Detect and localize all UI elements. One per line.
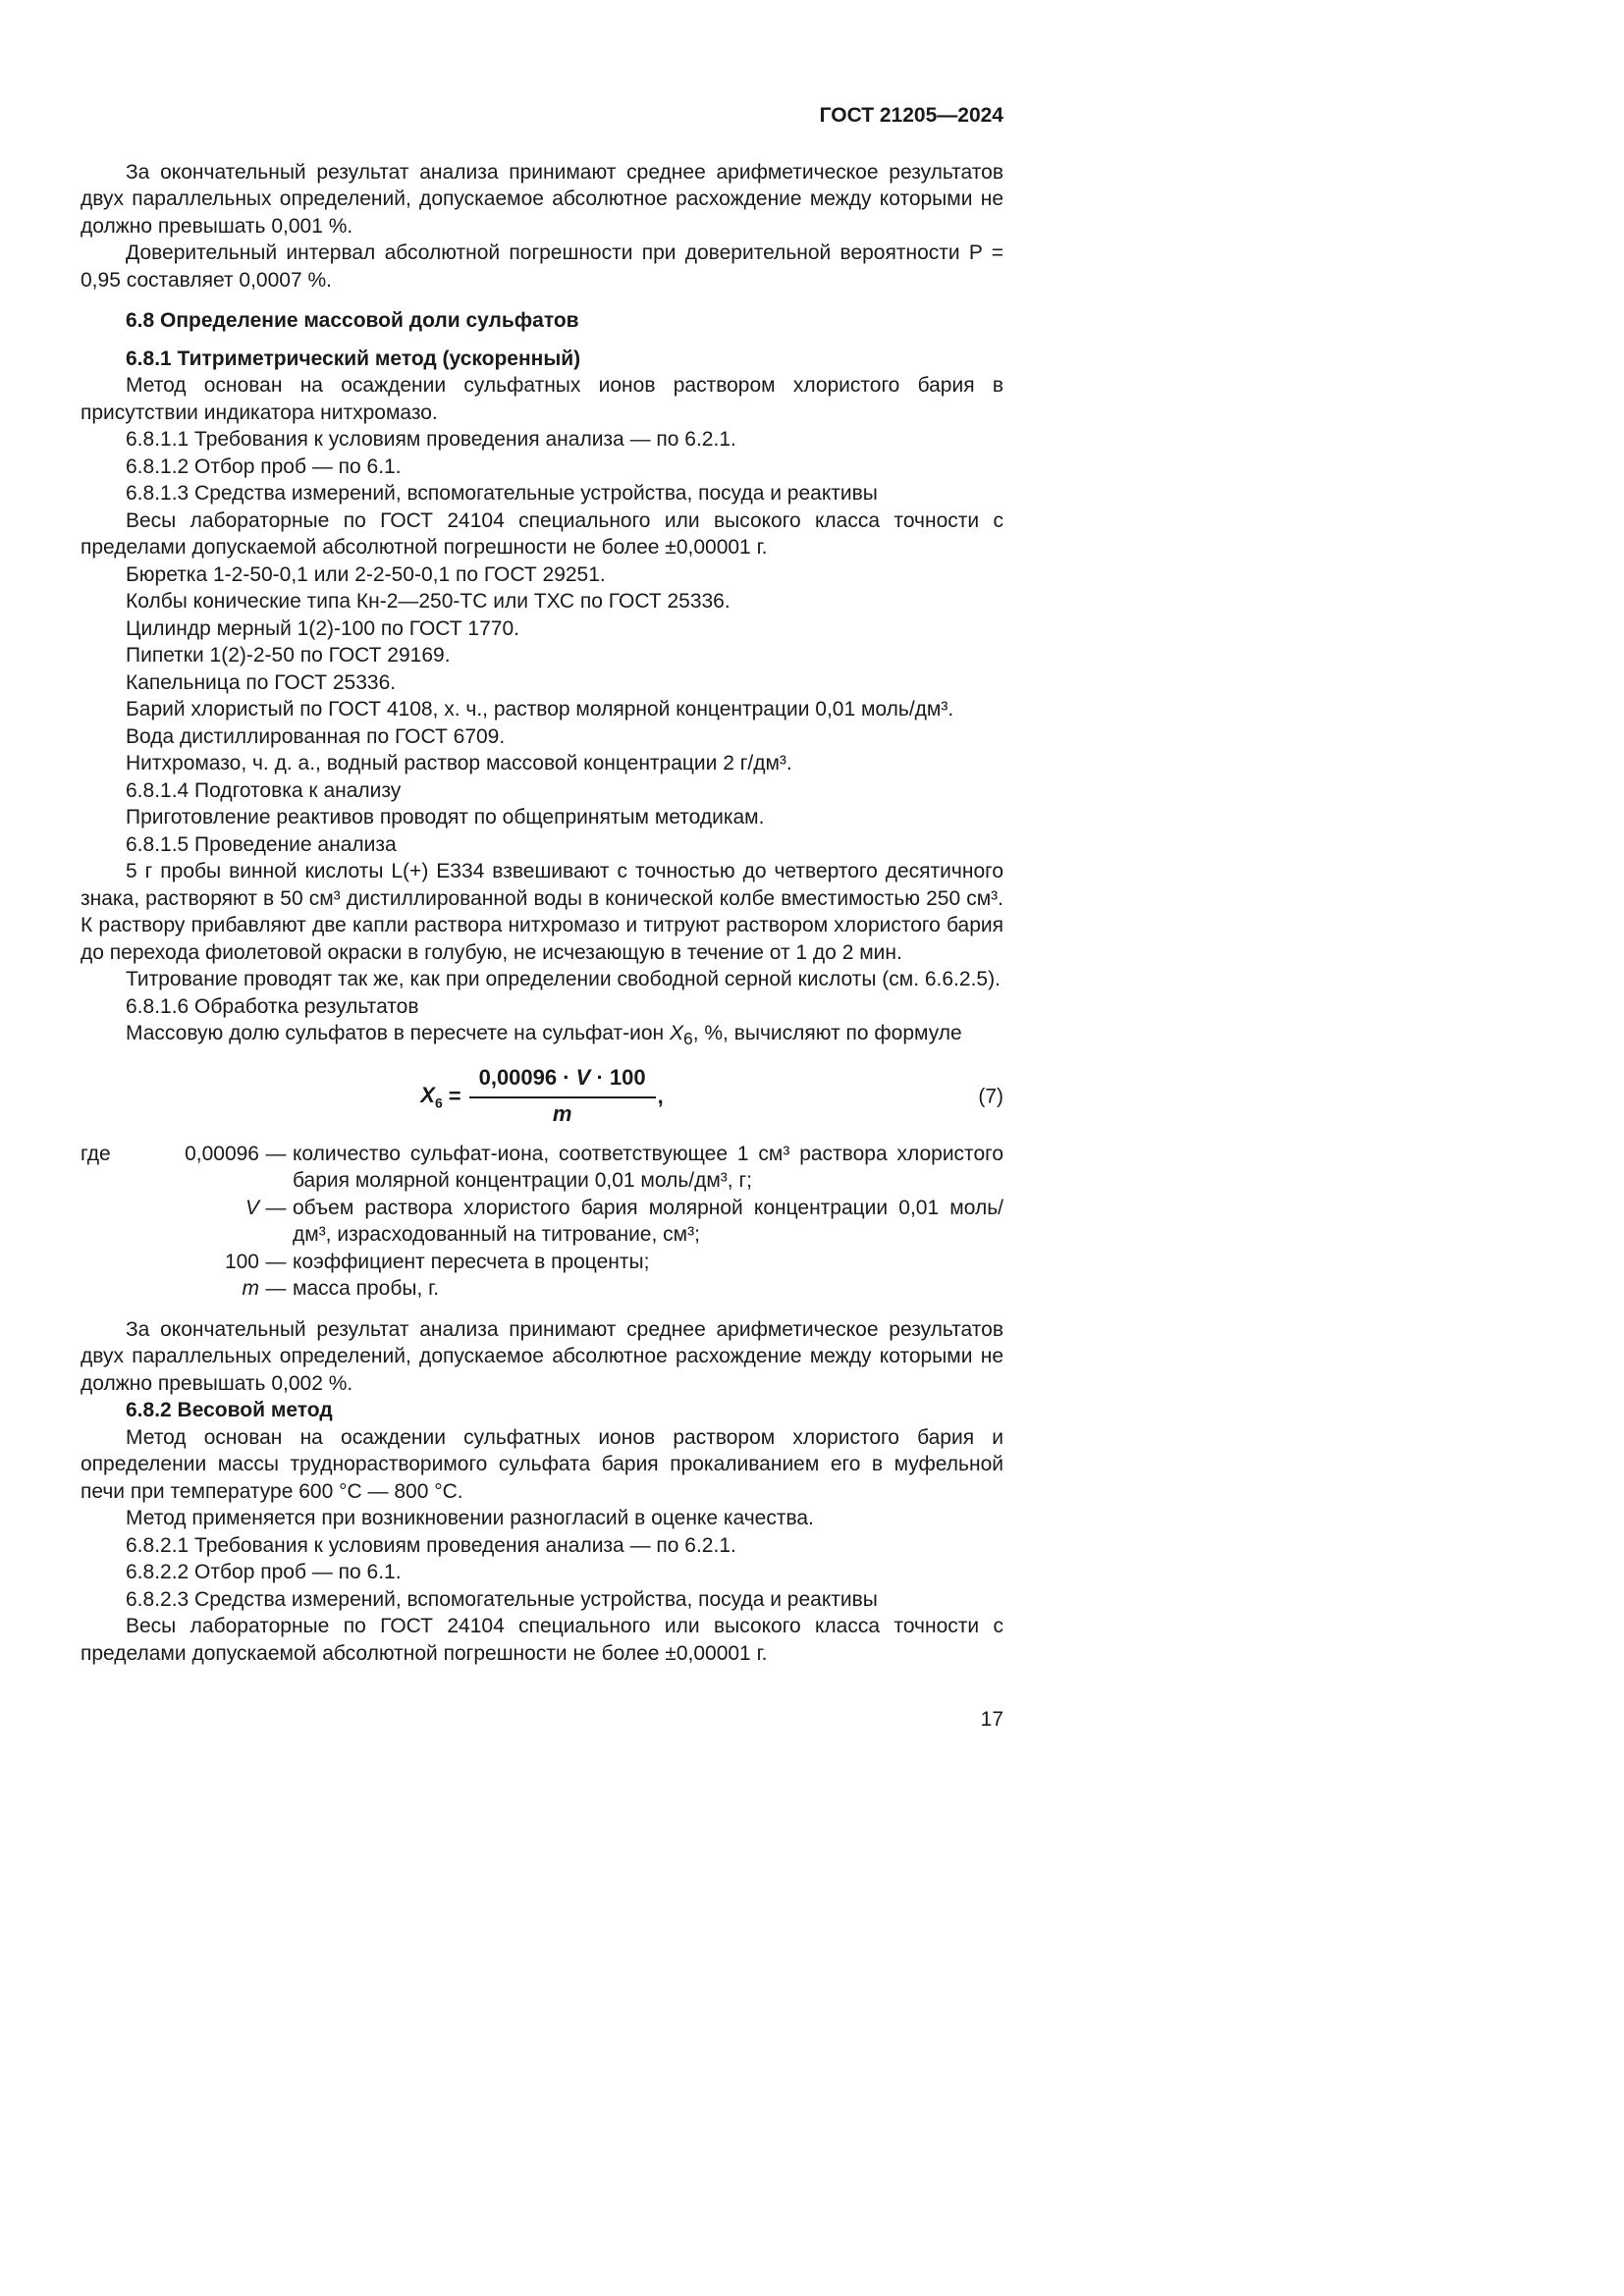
paragraph-6-8-1-4: 6.8.1.4 Подготовка к анализу [126,778,402,802]
paragraph-formula-intro [81,1020,1003,1050]
term-v: V [244,1196,259,1219]
paragraph-cylinder: Цилиндр мерный 1(2)-100 по ГОСТ 1770. [126,616,519,640]
fraction-denominator [469,1096,656,1129]
definition-v: объем раствора хлористого бария молярной концентрации 0,01 моль/дм³, израсходованный на титрование, см³; [293,1196,1003,1247]
denominator-variable-m: m [552,1100,572,1126]
paragraph-6-8-2-1: 6.8.2.1 Требования к условиям проведения анализа — по 6.2.1. [126,1533,736,1557]
paragraph-6-8-1-6: 6.8.1.6 Обработка результатов [126,994,419,1018]
term-00096: 0,00096 [185,1142,259,1165]
where-prefix-empty [81,1275,130,1303]
paragraph-6-8-1-2: 6.8.1.2 Отбор проб — по 6.1. [126,454,402,478]
formula-7 [420,1064,664,1129]
paragraph-dropper: Капельница по ГОСТ 25336. [126,670,397,694]
dash: — [265,1142,287,1165]
where-row [81,1275,1003,1303]
paragraph-scales: Весы лабораторные по ГОСТ 24104 специального или высокого класса точности с пределами допускаемой абсолютной погрешности не более ±0,00001 г. [81,508,1003,559]
dash: — [265,1277,287,1301]
paragraph-nitchromazo: Нитхромазо, ч. д. а., водный раствор массовой концентрации 2 г/дм³. [126,752,792,774]
formula-intro-subscript: 6 [682,1029,693,1049]
paragraph-scales-2: Весы лабораторные по ГОСТ 24104 специального или высокого класса точности с пределами допускаемой абсолютной погрешности не более ±0,00001 г. [81,1615,1003,1665]
paragraph-6-8-1-3: 6.8.1.3 Средства измерений, вспомогательные устройства, посуда и реактивы [126,482,878,505]
dash: — [265,1196,287,1219]
formula-subscript-6: 6 [434,1094,443,1110]
paragraph-analysis-procedure: 5 г пробы винной кислоты L(+) Е334 взвешивают с точностью до четвертого десятичного знака, растворяют в 50 см³ дистиллированной воды в конической колбе вместимостью 250 см³. К раствору прибавляют две капли раствора нитхромазо и титруют раствором хлористого бария до перехода фиолетовой окраски в голубую, не исчезающую в течение от 1 до 2 мин. [81,860,1003,964]
formula-intro-post: , %, вычисляют по формуле [692,1022,962,1044]
where-prefix-empty [81,1195,130,1249]
doc-code: ГОСТ 21205—2024 [819,104,1003,127]
paragraph-burette: Бюретка 1-2-50-0,1 или 2-2-50-0,1 по ГОСТ 29251. [126,562,606,586]
page-number: 17 [980,1708,1003,1732]
formula-variable-x: X [420,1082,435,1107]
paragraph-flasks: Колбы конические типа Кн-2—250-ТС или ТХС по ГОСТ 25336. [126,590,731,613]
fraction-numerator [469,1064,656,1096]
fraction [469,1064,656,1129]
paragraph-barium-chloride: Барий хлористый по ГОСТ 4108, х. ч., раствор молярной концентрации 0,01 моль/дм³. [126,698,954,721]
paragraph-final-result-1: За окончательный результат анализа принимают среднее арифметическое результатов двух параллельных определений, допускаемое абсолютное расхождение между которыми не должно превышать 0,001 %. [81,160,1003,238]
dash: — [265,1250,287,1273]
equals-sign: = [448,1083,461,1108]
where-list [81,1141,1003,1303]
formula-comma: , [657,1083,664,1108]
numerator-variable-v: V [575,1065,591,1091]
paragraph-6-8-2-2: 6.8.2.2 Отбор проб — по 6.1. [126,1561,402,1584]
heading-6-8-2: 6.8.2 Весовой метод [126,1399,333,1422]
definition-100: коэффициент пересчета в проценты; [293,1250,650,1273]
numerator-factor: · 100 [590,1065,646,1091]
paragraph-method-application: Метод применяется при возникновении разногласий в оценке качества. [126,1507,814,1530]
term-m: m [242,1277,259,1301]
paragraph-distilled-water: Вода дистиллированная по ГОСТ 6709. [126,724,506,748]
heading-6-8-1: 6.8.1 Титриметрический метод (ускоренный) [126,347,581,370]
paragraph-titration-note: Титрование проводят так же, как при определении свободной серной кислоты (см. 6.6.2.5). [126,968,1001,990]
paragraph-pipettes: Пипетки 1(2)-2-50 по ГОСТ 29169. [126,644,451,667]
paragraph-method-basis: Метод основан на осаждении сульфатных ионов раствором хлористого бария в присутствии индикатора нитхромазо. [81,374,1003,424]
text-block [81,102,1003,1734]
paragraph-final-result-2: За окончательный результат анализа принимают среднее арифметическое результатов двух параллельных определений, допускаемое абсолютное расхождение между которыми не должно превышать 0,002 %. [81,1317,1003,1395]
term-100: 100 [224,1250,259,1273]
where-row [81,1141,1003,1195]
formula-intro-pre: Массовую долю сульфатов в пересчете на сульфат-ион [126,1022,670,1044]
paragraph-gravimetric-basis: Метод основан на осаждении сульфатных ионов раствором хлористого бария и определении массы труднорастворимого сульфата бария прокаливанием его в муфельной печи при температуре 600 °С — 800 °С. [81,1425,1003,1503]
formula-lhs [420,1082,442,1112]
paragraph-reagent-preparation: Приготовление реактивов проводят по общепринятым методикам. [126,806,765,828]
formula-intro-variable: X [669,1022,683,1044]
formula-block [81,1064,1003,1129]
paragraph-6-8-2-3: 6.8.2.3 Средства измерений, вспомогательные устройства, посуда и реактивы [126,1587,878,1611]
where-prefix-empty [81,1249,130,1276]
where-row [81,1249,1003,1276]
where-row [81,1195,1003,1249]
paragraph-6-8-1-5: 6.8.1.5 Проведение анализа [126,832,397,856]
formula-number: (7) [978,1085,1003,1108]
numerator-constant: 0,00096 · [478,1065,576,1091]
paragraph-6-8-1-1: 6.8.1.1 Требования к условиям проведения анализа — по 6.2.1. [126,428,736,451]
paragraph-confidence-interval: Доверительный интервал абсолютной погрешности при доверительной вероятности P = 0,95 составляет 0,0007 %. [81,241,1003,292]
where-prefix: где [81,1142,111,1165]
heading-6-8: 6.8 Определение массовой доли сульфатов [126,309,579,332]
definition-m: масса пробы, г. [293,1277,440,1301]
definition-00096: количество сульфат-иона, соответствующее 1 см³ раствора хлористого бария молярной концентрации 0,01 моль/дм³, г; [293,1142,1003,1193]
